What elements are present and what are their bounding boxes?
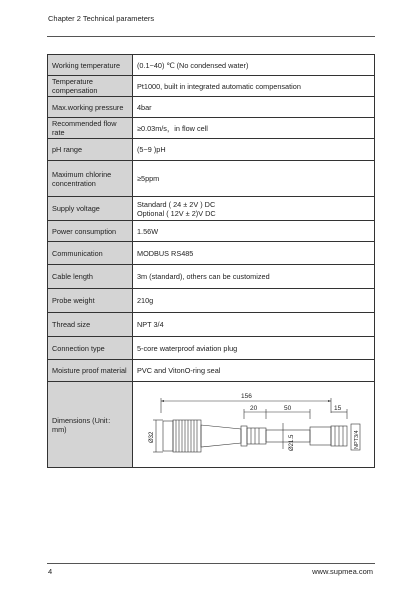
table-row bbox=[48, 265, 375, 289]
param-name: Thread size bbox=[48, 313, 133, 337]
param-value bbox=[133, 197, 375, 221]
param-name: Cable length bbox=[48, 265, 133, 289]
param-value: 1.56W bbox=[133, 221, 375, 242]
param-name: Communication bbox=[48, 242, 133, 265]
table-row bbox=[48, 161, 375, 197]
param-name: Recommended flow rate bbox=[48, 118, 133, 139]
param-value: 4bar bbox=[133, 97, 375, 118]
table-row bbox=[48, 197, 375, 221]
param-name: Maximum chlorine concentration bbox=[48, 161, 133, 197]
param-value: 210g bbox=[133, 289, 375, 313]
param-name: pH range bbox=[48, 139, 133, 161]
footer-website: www.supmea.com bbox=[312, 567, 373, 576]
param-value: (5~9 )pH bbox=[133, 139, 375, 161]
param-name: Moisture proof material bbox=[48, 360, 133, 382]
table-row bbox=[48, 55, 375, 76]
param-value: ≥5ppm bbox=[133, 161, 375, 197]
table-row bbox=[48, 139, 375, 161]
table-row bbox=[48, 313, 375, 337]
param-value: PVC and VitonO-ring seal bbox=[133, 360, 375, 382]
dim-label-15: 15 bbox=[334, 404, 342, 412]
page-number: 4 bbox=[48, 567, 53, 576]
param-value: Pt1000, built in integrated automatic compensation bbox=[133, 76, 375, 97]
table-row bbox=[48, 118, 375, 139]
param-name: Dimensions (Unit：mm) bbox=[48, 382, 133, 468]
param-name: Max.working pressure bbox=[48, 97, 133, 118]
param-name: Supply voltage bbox=[48, 197, 133, 221]
dim-label-50: 50 bbox=[284, 404, 292, 412]
param-value: 5-core waterproof aviation plug bbox=[133, 337, 375, 360]
table-row bbox=[48, 337, 375, 360]
table-row bbox=[48, 382, 375, 468]
dim-label-20: 20 bbox=[250, 404, 258, 412]
param-value bbox=[133, 382, 375, 468]
footer-divider bbox=[47, 563, 375, 564]
chapter-header: Chapter 2 Technical parameters bbox=[48, 14, 155, 23]
table-row bbox=[48, 289, 375, 313]
param-value: NPT 3/4 bbox=[133, 313, 375, 337]
table-row bbox=[48, 360, 375, 382]
param-value: ≥0.03m/s，in flow cell bbox=[133, 118, 375, 139]
dim-label-thread: NPT3/4 bbox=[354, 429, 360, 449]
supply-optional: Optional ( 12V ± 2)V DC bbox=[137, 208, 216, 218]
dim-label-dia32: Ø32 bbox=[149, 431, 155, 443]
param-value: MODBUS RS485 bbox=[133, 242, 375, 265]
param-name: Probe weight bbox=[48, 289, 133, 313]
header-divider bbox=[47, 36, 375, 37]
param-value: 3m (standard), others can be customized bbox=[133, 265, 375, 289]
table-row bbox=[48, 76, 375, 97]
dim-label-total: 156 bbox=[241, 392, 252, 400]
param-name: Working temperature bbox=[48, 55, 133, 76]
param-value: (0.1~40) ℃ (No condensed water) bbox=[133, 55, 375, 76]
table-row bbox=[48, 97, 375, 118]
supply-standard: Standard ( 24 ± 2V ) DC bbox=[137, 199, 216, 209]
param-name: Connection type bbox=[48, 337, 133, 360]
technical-parameters-table bbox=[47, 54, 375, 468]
dim-label-dia21: Ø21.5 bbox=[289, 434, 295, 451]
table-row bbox=[48, 242, 375, 265]
param-name: Temperature compensation bbox=[48, 76, 133, 97]
probe-dimension-drawing bbox=[133, 383, 376, 467]
param-name: Power consumption bbox=[48, 221, 133, 242]
table-row bbox=[48, 221, 375, 242]
